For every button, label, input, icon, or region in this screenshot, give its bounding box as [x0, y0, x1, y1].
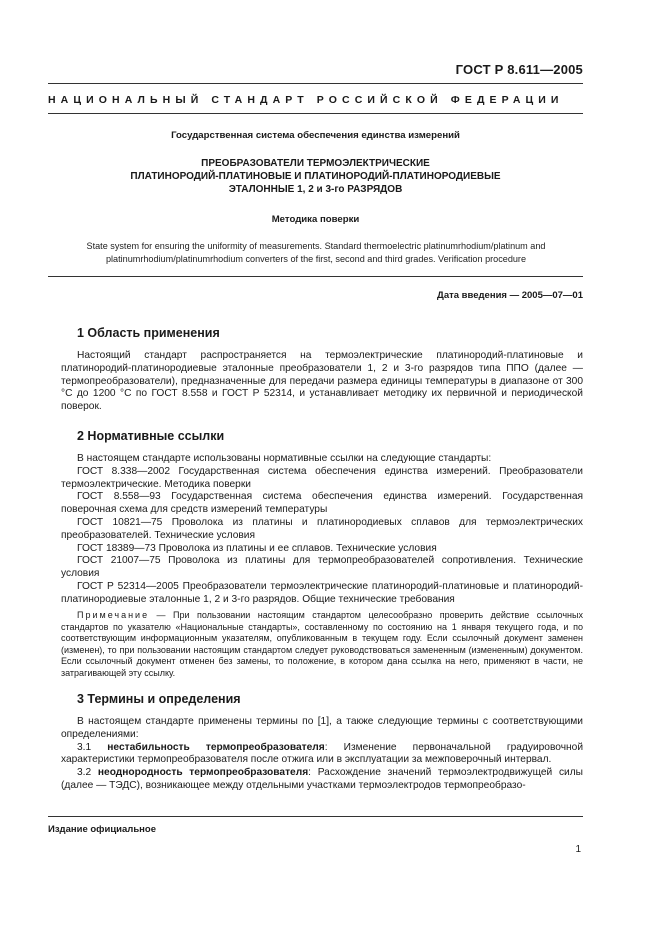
- system-title: Государственная система обеспечения единства измерений: [171, 130, 460, 141]
- national-standard-title: НАЦИОНАЛЬНЫЙ СТАНДАРТ РОССИЙСКОЙ ФЕДЕРАЦИИ: [48, 94, 564, 106]
- footer-rule: [48, 816, 583, 817]
- section-2-note: [61, 610, 583, 680]
- note-label: Примечание: [77, 610, 150, 620]
- reference-item: ГОСТ 18389—73 Проволока из платины и ее сплавов. Технические условия: [77, 542, 437, 554]
- section-2-heading: 2 Нормативные ссылки: [77, 429, 225, 443]
- header-rule: [48, 83, 583, 84]
- reference-item: ГОСТ 8.558—93 Государственная система обеспечения единства измерений. Государственная поверочная схема для средств измерений температуры: [61, 491, 583, 516]
- note-paragraph: [61, 610, 583, 680]
- paragraph: В настоящем стандарте применены термины по [1], а также следующие термины с соответствующими определениями:: [61, 716, 583, 740]
- section-3-heading: 3 Термины и определения: [77, 692, 241, 706]
- english-title-line: State system for ensuring the uniformity of measurements. Standard thermoelectric platinumrhodium/platinum and: [86, 241, 546, 251]
- reference-item: ГОСТ 10821—75 Проволока из платины и платинородиевых сплавов для термоэлектрических преобразователей. Технические условия: [61, 516, 583, 541]
- term-definition: [61, 742, 583, 768]
- intro-date: Дата введения — 2005—07—01: [437, 290, 583, 301]
- subtitle: Методика поверки: [271, 214, 360, 225]
- term-definition: [61, 767, 583, 793]
- term-name: нестабильность термопреобразователя: [107, 741, 325, 753]
- page-number: 1: [575, 844, 581, 855]
- term-number: 3.2: [77, 767, 98, 779]
- main-title: [48, 157, 583, 196]
- gost-number: ГОСТ Р 8.611—2005: [455, 62, 583, 77]
- title-rule: [48, 276, 583, 277]
- main-title-line: ПЛАТИНОРОДИЙ-ПЛАТИНОВЫЕ И ПЛАТИНОРОДИЙ-ПЛАТИНОРОДИЕВЫЕ: [130, 171, 501, 182]
- section-1-heading: 1 Область применения: [77, 326, 220, 340]
- header-rule-bottom: [48, 113, 583, 114]
- term-text: : Изменение первоначальной градуировочной характеристики термопреобразователя после отжига или в эксплуатации за межповерочный интервал.: [61, 741, 584, 766]
- term-name: неоднородность термопреобразователя: [97, 767, 309, 779]
- main-title-line: ПРЕОБРАЗОВАТЕЛИ ТЕРМОЭЛЕКТРИЧЕСКИЕ: [201, 158, 430, 169]
- english-title-line: platinumrhodium/platinumrhodium converters of the first, second and third grades. Verification procedure: [105, 253, 527, 264]
- reference-item: ГОСТ Р 52314—2005 Преобразователи термоэлектрические платинородий-платиновые и платинородий-платинородиевые эталонные 1, 2 и 3-го разрядов. Общие технические требования: [61, 580, 583, 605]
- term-number: 3.1: [77, 741, 108, 753]
- main-title-line: ЭТАЛОННЫЕ 1, 2 и 3-го РАЗРЯДОВ: [228, 184, 403, 195]
- reference-item: ГОСТ 8.338—2002 Государственная система обеспечения единства измерений. Преобразователи термоэлектрические. Методика поверки: [61, 465, 583, 490]
- paragraph: В настоящем стандарте использованы нормативные ссылки на следующие стандарты:: [77, 453, 492, 464]
- section-1-body: [61, 350, 583, 414]
- reference-item: ГОСТ 21007—75 Проволока из платины для термопреобразователей сопротивления. Технические условия: [61, 555, 583, 580]
- term-text: : Расхождение значений термоэлектродвижущей силы (далее — ТЭДС), возникающее между отдельными участками термоэлектродов термопреобразо-: [61, 767, 583, 791]
- section-3-body: [61, 716, 583, 793]
- note-text: — При пользовании настоящим стандартом целесообразно проверить действие ссылочных стандартов по указателю «Национальные стандарты», составленному по состоянию на 1 января текущего года, и по соответствующим информационным указателям, опубликованным в текущем году. Если ссылочный документ заменен (изменен), то при пользовании настоящим стандартом следует руководствоваться замененным (измененным) документом. Если ссылочный документ отменен без замены, то положение, в котором дана ссылка на него, применяют в части, не затрагивающей эту ссылку.: [61, 610, 583, 678]
- edition-label: Издание официальное: [48, 824, 156, 835]
- section-2-body: [61, 453, 583, 607]
- paragraph: Настоящий стандарт распространяется на термоэлектрические платинородий-платиновые и платинородий-платинородиевые эталонные преобразователи 1, 2 и 3-го разрядов типа ППО (далее — термопреобразователи), предназначенные для передачи размера единицы температуры в диапазоне от 300 °С до 1200 °С по ГОСТ 8.558 и ГОСТ Р 52314, и устанавливает методику их первичной и периодической поверок.: [61, 350, 583, 413]
- english-title: [60, 240, 572, 265]
